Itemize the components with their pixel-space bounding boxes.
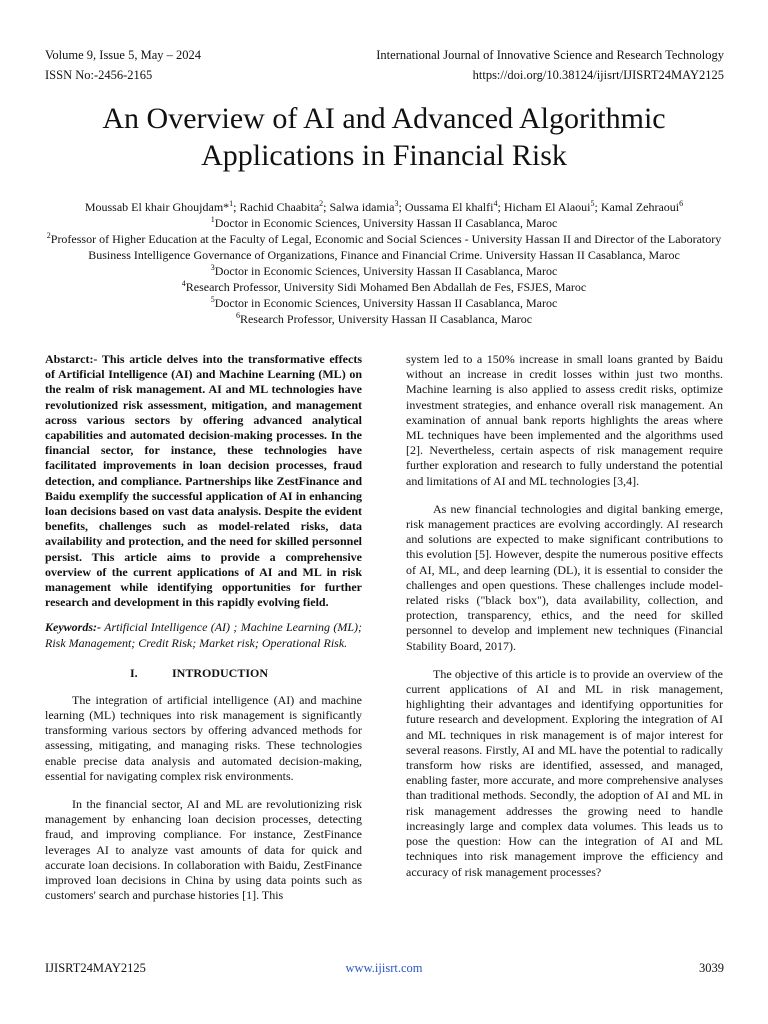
header-doi-link[interactable]: https://doi.org/10.38124/ijisrt/IJISRT24MAY2125 (472, 68, 724, 82)
author-sup: 6 (679, 199, 684, 208)
author-sep: ; (398, 200, 405, 214)
author-name: Moussab El khair Ghoujdam* (84, 200, 230, 214)
affiliation-sup: 5 (210, 295, 215, 304)
author-sep: ; (594, 200, 601, 214)
keywords-paragraph (45, 620, 362, 650)
affiliation-6 (40, 311, 728, 327)
affiliation-text: Professor of Higher Education at the Faculty of Legal, Economic and Social Sciences - University Hassan II and Director of the Laboratory Business Intelligence Governance of Organizations, Finance and Financial Crime. University Hassan II Casablanca, Maroc (50, 232, 722, 262)
author-name: Salwa idamia (329, 200, 395, 214)
body-paragraph: As new financial technologies and digital banking emerge, risk management practices are evolving accordingly. AI research and solutions are expected to make significant contributions to this evolution [5]. However, despite the numerous positive effects of AI, ML, and deep learning (DL), it is essential to consider the challenges and open questions. These challenges include model-related risks ("black box"), data availability, collection, and protection, transparency, ethics, and the need for skilled personnel to develop and implement new techniques (Financial Stability Board, 2017). (406, 501, 723, 653)
section-heading (45, 666, 362, 681)
affiliation-sup: 4 (181, 279, 186, 288)
footer-website-link[interactable]: www.ijisrt.com (345, 961, 423, 975)
affiliation-text: Doctor in Economic Sciences, University Hassan II Casablanca, Maroc (214, 264, 558, 278)
affiliation-text: Doctor in Economic Sciences, University Hassan II Casablanca, Maroc (214, 296, 558, 310)
page-number: 3039 (699, 961, 724, 975)
body-paragraph: The objective of this article is to provide an overview of the current applications of AI and ML in risk management, highlighting their advantages and identifying opportunities for future research and development. Exploring the integration of AI and ML techniques in risk management is of major interest for several reasons. Firstly, AI and ML have the potential to radically transform how risks are identified, assessed, and managed, enabling faster, more accurate, and more comprehensive analyses than traditional methods. Secondly, the adoption of AI and ML in risk management addresses the growing need to handle increasingly large and complex data volumes. This leads us to pose the question: How can the integration of AI and ML techniques into risk management improve the efficiency and accuracy of risk management processes? (406, 666, 723, 879)
author-name: Rachid Chaabita (239, 200, 320, 214)
paper-title-line-2: Applications in Financial Risk (201, 139, 567, 172)
paper-title-line-1: An Overview of AI and Advanced Algorithmic (102, 102, 666, 135)
author-sep: ; (233, 200, 240, 214)
author-name: Kamal Zehraoui (600, 200, 680, 214)
keywords-label: Keywords:- (45, 620, 101, 635)
affiliation-text: Research Professor, University Sidi Mohamed Ben Abdallah de Fes, FSJES, Maroc (185, 280, 587, 294)
footer-paper-id: IJISRT24MAY2125 (45, 961, 146, 975)
affiliation-sup: 2 (46, 231, 51, 240)
header-volume: Volume 9, Issue 5, May – 2024 (45, 48, 202, 62)
affiliation-5 (40, 295, 728, 311)
author-sup: 5 (590, 199, 595, 208)
header-journal: International Journal of Innovative Science and Research Technology (376, 48, 724, 62)
right-column (406, 352, 723, 880)
header-issn: ISSN No:-2456-2165 (45, 68, 153, 82)
affiliation-4 (40, 279, 728, 295)
section-number: I. (130, 665, 138, 680)
author-name: Oussama El khalfi (404, 200, 494, 214)
section-title: INTRODUCTION (172, 665, 269, 680)
body-paragraph: The integration of artificial intelligence (AI) and machine learning (ML) techniques into risk management is significantly transforming various sectors by offering advanced methods for assessing, mitigating, and managing risks. These technologies enable precise data analysis and automated decision-making, essential for navigating complex risk environments. (45, 692, 362, 783)
author-sup: 3 (394, 199, 399, 208)
author-sep: ; (497, 200, 504, 214)
author-sep: ; (323, 200, 330, 214)
affiliation-sup: 3 (210, 263, 215, 272)
left-column (45, 352, 362, 904)
affiliation-1 (40, 215, 728, 231)
author-sup: 4 (493, 199, 498, 208)
author-list (40, 199, 728, 215)
affiliation-3 (40, 263, 728, 279)
abstract-paragraph: Abstarct:- This article delves into the transformative effects of Artificial Intelligence (AI) and Machine Learning (ML) on the realm of risk management. AI and ML technologies have revolutionized risk assessment, mitigation, and management across various sectors by offering advanced analytical capabilities and automated decision-making processes. In the financial sector, for instance, these technologies have facilitated improvements in loan decision processes, fraud detection, and compliance. Partnerships like ZestFinance and Baidu exemplify the successful application of AI in enhancing loan decisions based on vast data analysis. Despite the evident benefits, challenges such as model-related risks, data availability and protection, and the need for skilled personnel persist. This article aims to provide a comprehensive overview of the current applications of AI and ML in risk management while identifying opportunities for further research and development in this rapidly evolving field. (45, 352, 362, 610)
keywords-text: Artificial Intelligence (AI) ; Machine Learning (ML); Risk Management; Credit Risk; Market risk; Operational Risk. (45, 620, 362, 650)
body-paragraph: In the financial sector, AI and ML are revolutionizing risk management by enhancing loan decision processes, detecting fraud, and improving compliance. For instance, ZestFinance leverages AI to analyze vast amounts of data for quick and accurate loan decisions. In collaboration with Baidu, ZestFinance improved loan decisions in China by using data points such as customers' search and purchase histories [1]. This (45, 797, 362, 903)
affiliation-sup: 6 (235, 311, 240, 320)
affiliation-text: Research Professor, University Hassan II Casablanca, Maroc (239, 312, 533, 326)
affiliation-2 (40, 231, 728, 263)
body-paragraph: system led to a 150% increase in small loans granted by Baidu without an increase in credit losses within just two months. Machine learning is also applied to assess credit risks, optimize investment strategies, and enhance overall risk management. An examination of annual bank reports highlights the areas where ML techniques have been implemented and the algorithms used [2]. Nevertheless, certain aspects of risk management require further exploration and research to fully understand the potential and limitations of AI and ML technologies [3,4]. (406, 352, 723, 488)
authors-block (40, 199, 728, 327)
author-name: Hicham El Alaoui (503, 200, 591, 214)
author-sup: 1 (229, 199, 234, 208)
author-sup: 2 (319, 199, 324, 208)
affiliation-text: Doctor in Economic Sciences, University Hassan II Casablanca, Maroc (214, 216, 558, 230)
paper-title (40, 100, 728, 174)
affiliation-sup: 1 (210, 215, 215, 224)
